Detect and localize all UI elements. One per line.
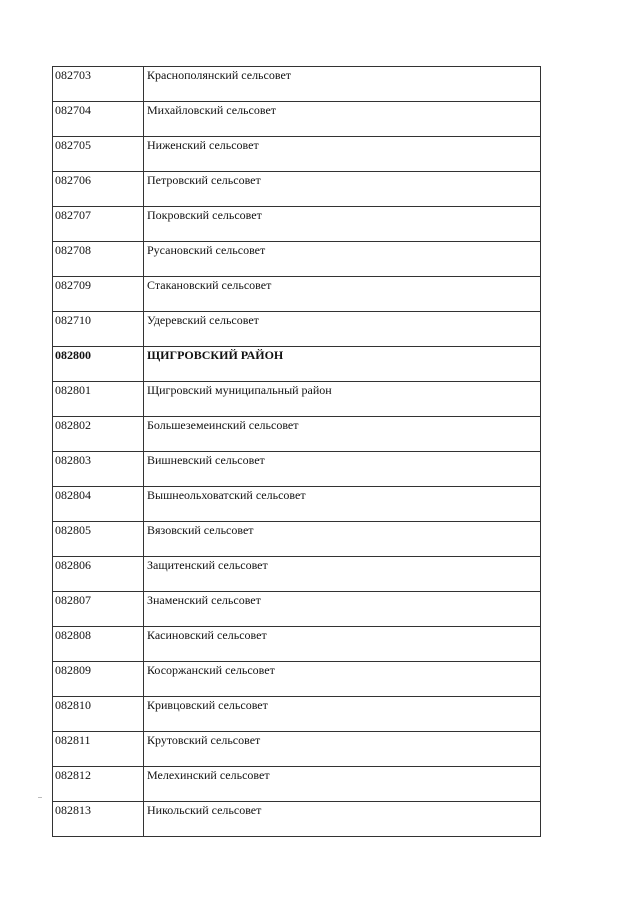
- code-cell: 082807: [53, 592, 144, 627]
- name-cell: Крутовский сельсовет: [144, 732, 541, 767]
- name-cell: Петровский сельсовет: [144, 172, 541, 207]
- code-cell: 082709: [53, 277, 144, 312]
- name-cell: Касиновский сельсовет: [144, 627, 541, 662]
- table-row: [53, 417, 541, 452]
- name-cell: Ниженский сельсовет: [144, 137, 541, 172]
- code-cell: 082710: [53, 312, 144, 347]
- code-cell: 082809: [53, 662, 144, 697]
- code-cell: 082804: [53, 487, 144, 522]
- name-cell: Щигровский муниципальный район: [144, 382, 541, 417]
- name-cell: Большеземеинский сельсовет: [144, 417, 541, 452]
- name-cell: Вышнеольховатский сельсовет: [144, 487, 541, 522]
- code-cell: 082811: [53, 732, 144, 767]
- name-cell: Михайловский сельсовет: [144, 102, 541, 137]
- table-row: [53, 732, 541, 767]
- code-cell: 082808: [53, 627, 144, 662]
- name-cell: Никольский сельсовет: [144, 802, 541, 837]
- code-cell: 082708: [53, 242, 144, 277]
- table-row: [53, 277, 541, 312]
- code-cell: 082812: [53, 767, 144, 802]
- table-row: [53, 487, 541, 522]
- table-row: [53, 557, 541, 592]
- name-cell: Мелехинский сельсовет: [144, 767, 541, 802]
- name-cell: Русановский сельсовет: [144, 242, 541, 277]
- code-cell: 082806: [53, 557, 144, 592]
- table-row: [53, 102, 541, 137]
- table-row: [53, 592, 541, 627]
- code-cell: 082802: [53, 417, 144, 452]
- code-cell: 082810: [53, 697, 144, 732]
- code-cell: 082813: [53, 802, 144, 837]
- table-row: [53, 452, 541, 487]
- name-cell: Вязовский сельсовет: [144, 522, 541, 557]
- name-cell: Знаменский сельсовет: [144, 592, 541, 627]
- name-cell: Вишневский сельсовет: [144, 452, 541, 487]
- table-row: [53, 627, 541, 662]
- table-row: [53, 802, 541, 837]
- table-row: [53, 767, 541, 802]
- table-row: [53, 137, 541, 172]
- district-name-cell: ЩИГРОВСКИЙ РАЙОН: [144, 347, 541, 382]
- code-cell: 082707: [53, 207, 144, 242]
- code-cell: 082703: [53, 67, 144, 102]
- code-cell: 082803: [53, 452, 144, 487]
- name-cell: Косоржанский сельсовет: [144, 662, 541, 697]
- name-cell: Кривцовский сельсовет: [144, 697, 541, 732]
- code-cell: 082705: [53, 137, 144, 172]
- table-row: [53, 662, 541, 697]
- code-cell: 082805: [53, 522, 144, 557]
- codes-table: [52, 66, 541, 837]
- table-row: [53, 697, 541, 732]
- table-row: [53, 207, 541, 242]
- code-cell: 082800: [53, 347, 144, 382]
- table-row: [53, 67, 541, 102]
- name-cell: Защитенский сельсовет: [144, 557, 541, 592]
- name-cell: Краснополянский сельсовет: [144, 67, 541, 102]
- code-cell: 082706: [53, 172, 144, 207]
- codes-table-body: [53, 67, 541, 837]
- name-cell: Стакановский сельсовет: [144, 277, 541, 312]
- district-header-row: [53, 347, 541, 382]
- code-cell: 082704: [53, 102, 144, 137]
- table-row: [53, 242, 541, 277]
- name-cell: Удеревский сельсовет: [144, 312, 541, 347]
- scan-margin-mark: [38, 797, 42, 798]
- table-row: [53, 522, 541, 557]
- table-row: [53, 382, 541, 417]
- name-cell: Покровский сельсовет: [144, 207, 541, 242]
- table-row: [53, 172, 541, 207]
- code-cell: 082801: [53, 382, 144, 417]
- table-row: [53, 312, 541, 347]
